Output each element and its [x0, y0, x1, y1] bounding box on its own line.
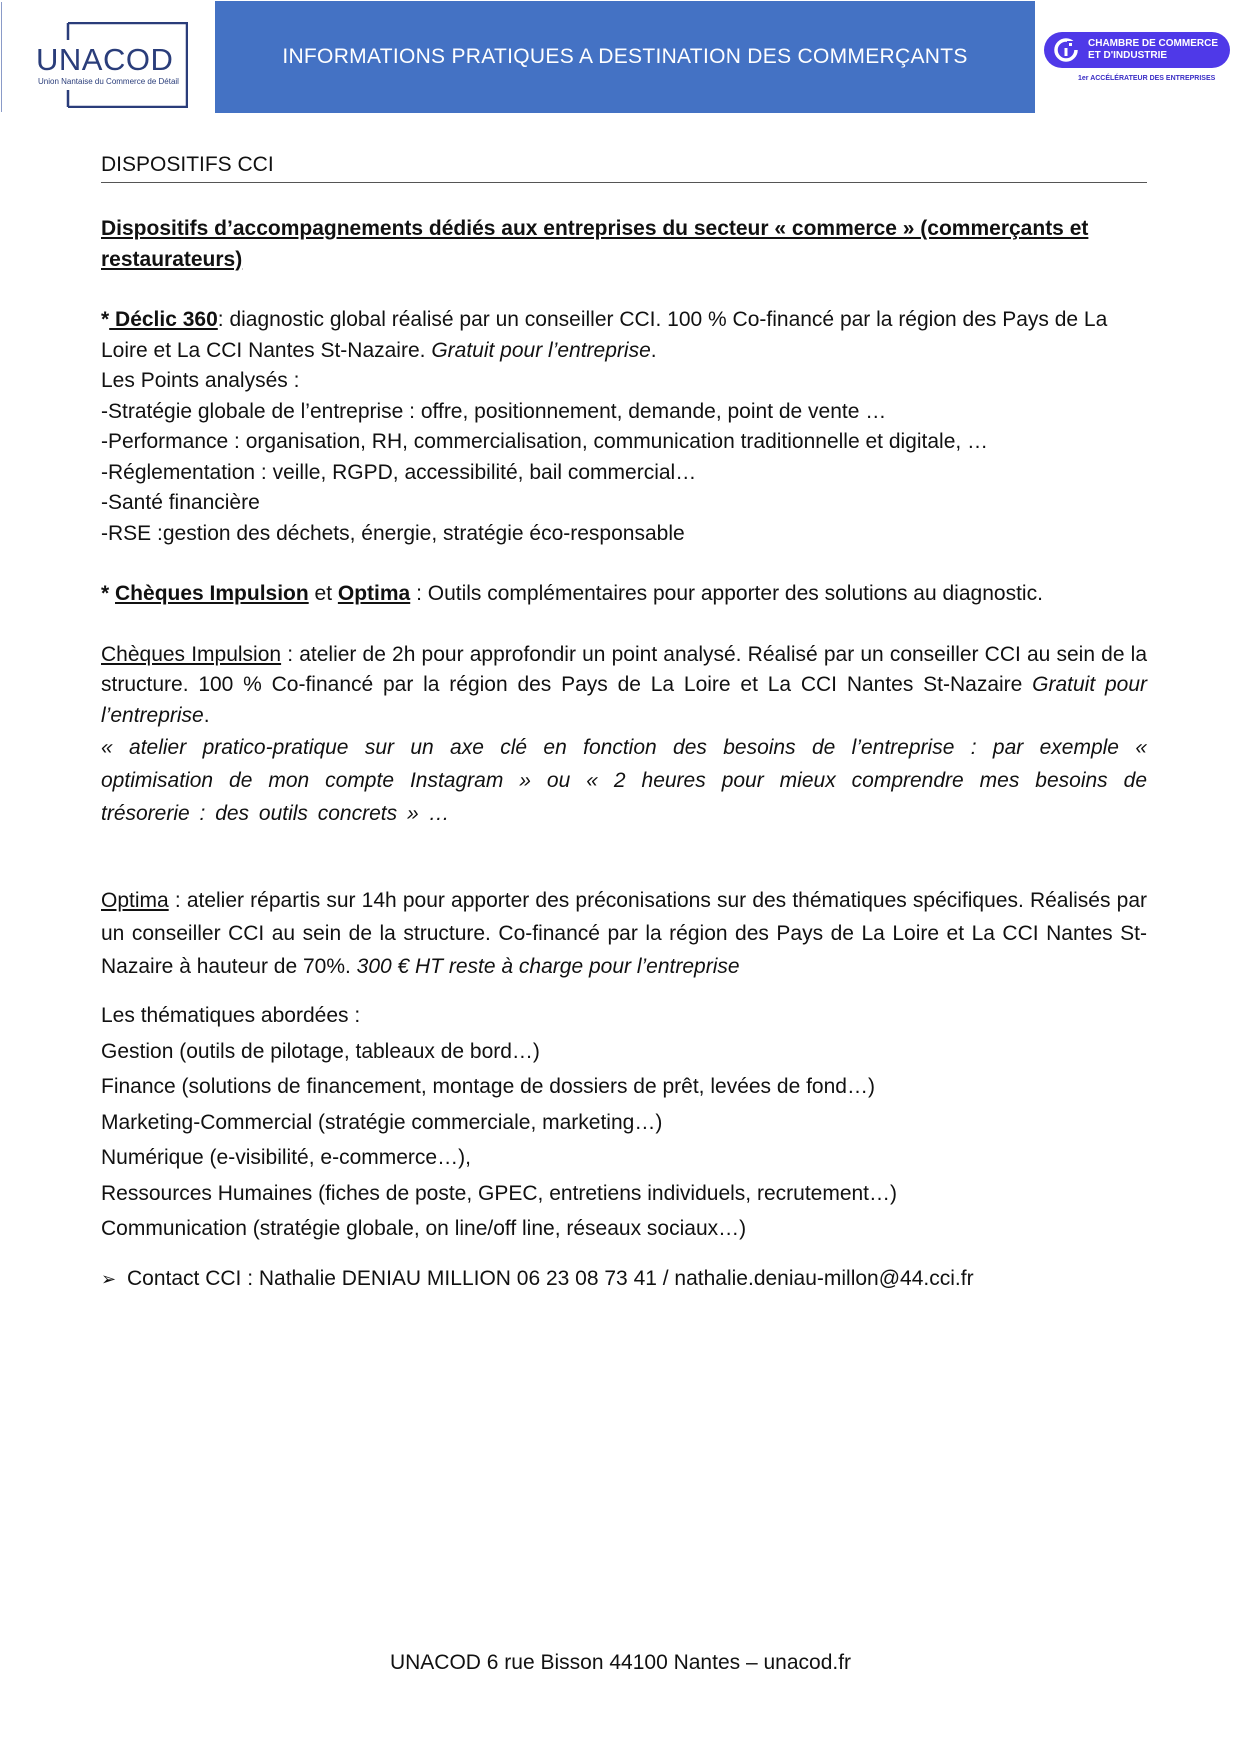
document-subtitle: Dispositifs d’accompagnements dédiés aux entreprises du secteur « commerce » (commerçants et restaurateurs)	[101, 217, 1089, 271]
page-footer: UNACOD 6 rue Bisson 44100 Nantes – unacod.fr	[389, 1651, 852, 1674]
declic-paragraph	[101, 305, 1147, 366]
point-item: -RSE :gestion des déchets, énergie, stratégie éco-responsable	[101, 521, 685, 545]
contact-text: Contact CCI : Nathalie DENIAU MILLION 06 23 08 73 41 / nathalie.deniau-millon@44.cci.fr	[127, 1266, 974, 1290]
arrow-bullet-icon: ➢	[101, 1268, 117, 1289]
theme-item: Finance (solutions de financement, montage de dossiers de prêt, levées de fond…)	[101, 1075, 875, 1098]
theme-item: Gestion (outils de pilotage, tableaux de bord…)	[101, 1039, 540, 1063]
point-item: -Stratégie globale de l’entreprise : offre, positionnement, demande, point de vente …	[101, 399, 887, 423]
point-item: -Santé financière	[101, 491, 260, 514]
tools-cheques: Chèques Impulsion	[115, 582, 309, 605]
cci-tagline: 1er ACCÉLÉRATEUR DES ENTREPRISES	[1078, 75, 1216, 82]
cheques-desc: : atelier de 2h pour approfondir un point analysé. Réalisé par un conseiller CCI au sein de la structure. 100 % Co-financé par la région des Pays de La Loire et La CCI Nantes St-Nazaire	[101, 642, 1147, 696]
cci-logo-line2: ET D'INDUSTRIE	[1088, 50, 1168, 61]
cci-logo	[1044, 32, 1234, 88]
point-item: -Performance : organisation, RH, commercialisation, communication traditionnelle et digitale, …	[101, 430, 989, 453]
themes-list	[101, 998, 1147, 1247]
optima-paragraph	[101, 884, 1147, 983]
cheques-dot: .	[203, 703, 210, 727]
unacod-logo-tagline: Union Nantaise du Commerce de Détail	[38, 77, 179, 86]
document-body	[101, 150, 1147, 1294]
optima-name: Optima	[101, 889, 169, 912]
tools-star: *	[101, 582, 116, 605]
cheques-quote: « atelier pratico-pratique sur un axe clé en fonction des besoins de l’entreprise : par exemple « optimisation de mon compte Instagram » ou « 2 heures pour mieux comprendre mes besoins de trésorerie : des outils concrets » …	[101, 736, 1147, 825]
cci-logo-pill	[1044, 32, 1230, 68]
point-item: -Réglementation : veille, RGPD, accessibilité, bail commercial…	[101, 460, 697, 484]
header-banner	[215, 1, 1035, 113]
cci-logo-line1: CHAMBRE DE COMMERCE	[1088, 38, 1218, 49]
optima-charge: 300 € HT reste à charge pour l’entreprise	[356, 955, 740, 978]
points-title: Les Points analysés :	[101, 369, 300, 392]
declic-desc: : diagnostic global réalisé par un conseiller CCI. 100 % Co-financé par la région des Pays de La Loire et La CCI Nantes St-Nazaire.	[101, 308, 1108, 362]
cci-logo-text	[1088, 38, 1218, 62]
declic-name: Déclic 360	[109, 308, 218, 331]
theme-item: Ressources Humaines (fiches de poste, GPEC, entretiens individuels, recrutement…)	[101, 1181, 898, 1205]
banner-title: INFORMATIONS PRATIQUES A DESTINATION DES COMMERÇANTS	[282, 45, 968, 68]
tools-paragraph	[101, 579, 1147, 610]
declic-star: *	[101, 308, 110, 331]
tools-desc: : Outils complémentaires pour apporter des solutions au diagnostic.	[410, 582, 1043, 605]
page-edge-line	[1, 2, 2, 112]
cheques-free: Gratuit pour l’entreprise	[101, 673, 1148, 727]
section-title: DISPOSITIFS CCI	[101, 150, 1147, 183]
theme-item: Numérique (e-visibilité, e-commerce…),	[101, 1146, 471, 1169]
tools-optima: Optima	[337, 582, 411, 605]
tools-and: et	[308, 582, 338, 605]
cci-mark-icon	[1054, 38, 1078, 62]
contact-line	[101, 1264, 1147, 1295]
declic-free: Gratuit pour l’entreprise	[431, 338, 651, 362]
points-list	[101, 397, 1147, 550]
declic-dot: .	[650, 338, 657, 362]
unacod-logo-name: UNACOD	[36, 42, 174, 77]
cheques-name: Chèques Impulsion	[101, 642, 282, 666]
themes-title: Les thématiques abordées :	[101, 1004, 361, 1027]
cheques-paragraph	[101, 640, 1147, 732]
theme-item: Communication (stratégie globale, on line/off line, réseaux sociaux…)	[101, 1217, 747, 1240]
unacod-logo	[4, 2, 188, 112]
optima-desc: : atelier répartis sur 14h pour apporter des préconisations sur des thématiques spécifiques. Réalisés par un conseiller CCI au sein de la structure. Co-financé par la région des Pays de La Loire et La CCI Nantes St-Nazaire à hauteur de 70%.	[101, 889, 1147, 978]
theme-item: Marketing-Commercial (stratégie commerciale, marketing…)	[101, 1110, 663, 1134]
